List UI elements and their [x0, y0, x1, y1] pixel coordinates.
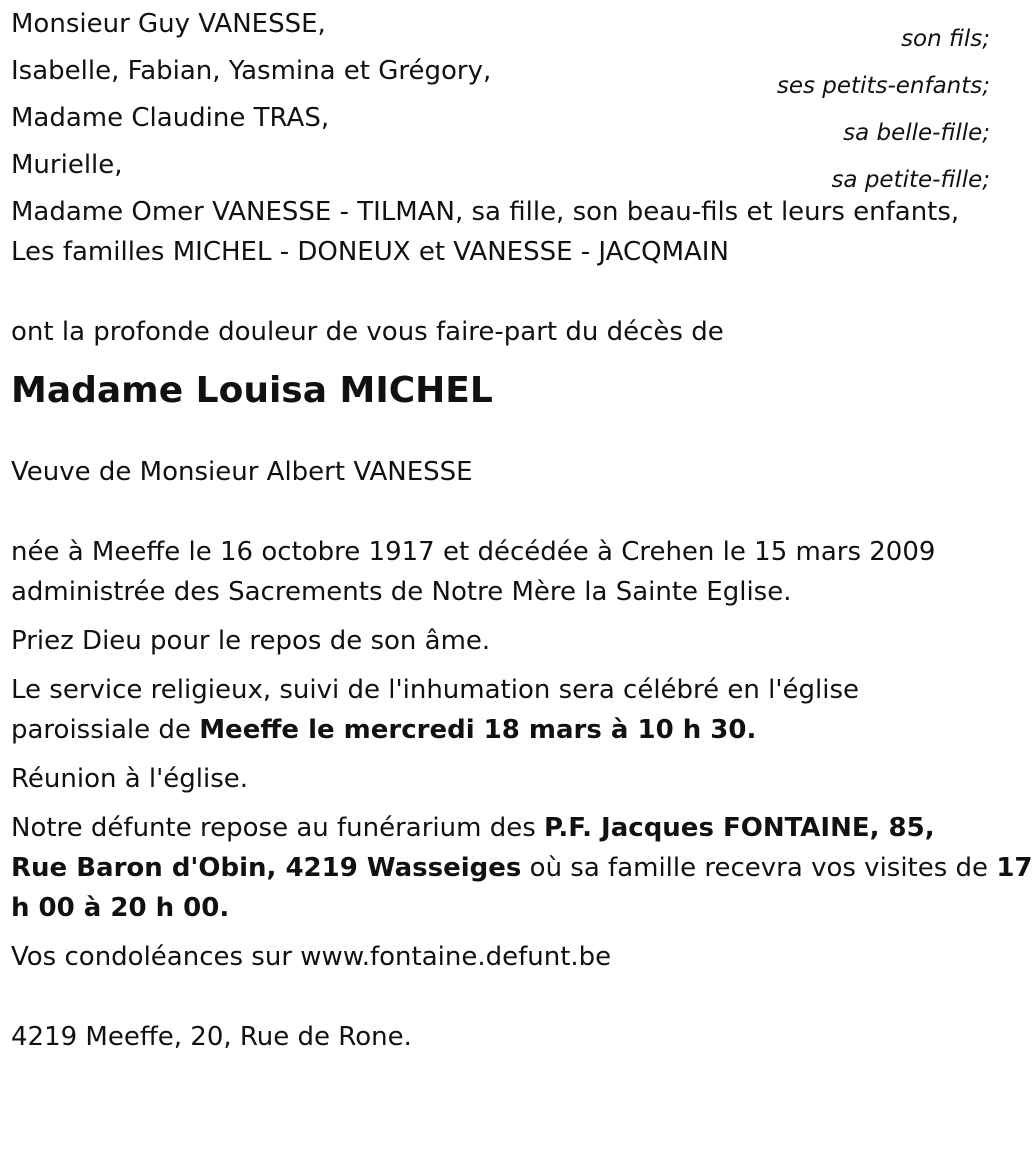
birth-death-line: née à Meeffe le 16 octobre 1917 et décédée à Crehen le 15 mars 2009 — [11, 537, 936, 567]
visits-start: 17 — [996, 853, 1033, 883]
condolences-text: Vos condoléances sur www.fontaine.defunt.be — [11, 942, 612, 972]
family-member-relation: sa belle-fille; — [843, 120, 990, 146]
service-paragraph — [11, 670, 990, 750]
funeral-home-line — [11, 848, 1033, 888]
family-member-name: Murielle, — [11, 150, 123, 180]
announcement-text: ont la profonde douleur de vous faire-part du décès de — [11, 317, 724, 347]
spacer — [11, 412, 990, 452]
visits-text: où sa famille recevra vos visites de — [521, 853, 997, 883]
birth-death-paragraph — [11, 532, 990, 612]
extra-family-line: Madame Omer VANESSE - TILMAN, sa fille, son beau-fils et leurs enfants, — [11, 197, 960, 227]
family-member-relation: son fils; — [901, 26, 990, 52]
service-date-time: Meeffe le mercredi 18 mars à 10 h 30. — [199, 715, 757, 745]
family-member-name: Madame Claudine TRAS, — [11, 103, 330, 133]
visits-hours: h 00 à 20 h 00. — [11, 893, 230, 923]
sacraments-line: administrée des Sacrements de Notre Mère la Sainte Eglise. — [11, 577, 792, 607]
service-line — [11, 710, 990, 750]
meeting-text: Réunion à l'église. — [11, 764, 249, 794]
spacer — [11, 977, 990, 1017]
family-member-relation: sa petite-fille; — [831, 167, 990, 193]
funeral-home-address: Rue Baron d'Obin, 4219 Wasseiges — [11, 853, 522, 883]
widow-of-text: Veuve de Monsieur Albert VANESSE — [11, 457, 473, 487]
family-member-relation: ses petits-enfants; — [776, 73, 990, 99]
funeral-home-line — [11, 808, 990, 848]
service-line: Le service religieux, suivi de l'inhumation sera célébré en l'église — [11, 675, 860, 705]
family-member-name: Monsieur Guy VANESSE, — [11, 9, 326, 39]
funeral-home-prefix: Notre défunte repose au funérarium des — [11, 813, 545, 843]
address-text: 4219 Meeffe, 20, Rue de Rone. — [11, 1022, 412, 1052]
extra-family-line: Les familles MICHEL - DONEUX et VANESSE - JACQMAIN — [11, 237, 729, 267]
spacer — [11, 272, 990, 312]
spacer — [11, 492, 990, 532]
service-prefix: paroissiale de — [11, 715, 200, 745]
family-member-name: Isabelle, Fabian, Yasmina et Grégory, — [11, 56, 492, 86]
prayer-text: Priez Dieu pour le repos de son âme. — [11, 626, 491, 656]
family-list — [11, 4, 990, 272]
funeral-home-paragraph — [11, 808, 1033, 928]
deceased-name: Madame Louisa MICHEL — [11, 370, 493, 411]
funeral-home-name: P.F. Jacques FONTAINE, 85, — [544, 813, 935, 843]
funeral-home-line — [11, 888, 990, 928]
